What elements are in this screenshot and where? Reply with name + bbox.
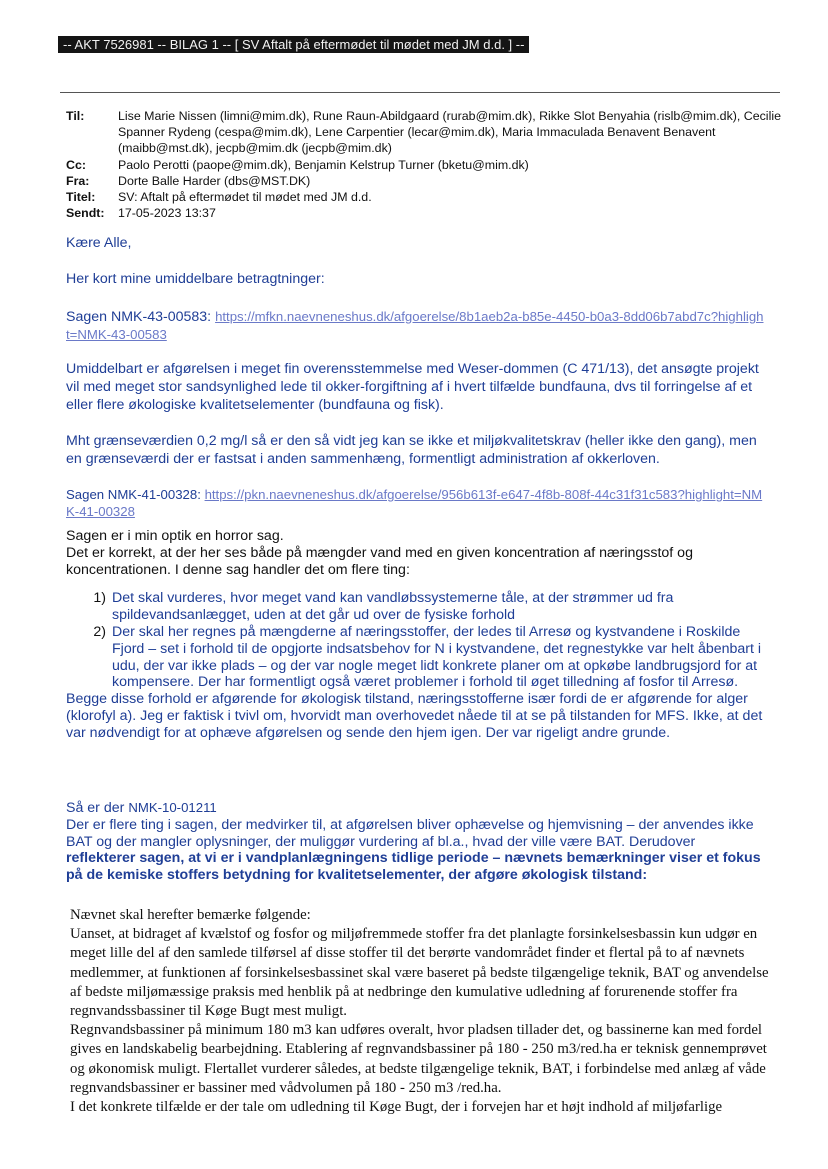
horror-section — [66, 528, 766, 742]
from-value: Dorte Balle Harder (dbs@MST.DK) — [118, 173, 311, 188]
case1-link[interactable]: https://mfkn.naevneneshus.dk/afgoerelse/8b1aeb2a-b85e-4450-b0a3-8dd06b7abd7c?highlight=NMK-43-00583 — [66, 309, 764, 342]
after-list-paragraph: Begge disse forhold er afgørende for økologisk tilstand, næringsstofferne især fordi de er afgørende for alger (klorofyl a). Jeg er faktisk i tvivl om, hvorvidt man overhovedet nåede til at se på tilstanden for MFS. Ikke, at det var nødvendigt for at ophæve afgørelsen og sende den hjem igen. Der var rigeligt andre grunde. — [66, 691, 763, 741]
to-row — [66, 108, 786, 157]
case1-label: Sagen NMK-43-00583: — [66, 309, 216, 325]
to-value: Lise Marie Nissen (limni@mim.dk), Rune Raun-Abildgaard (rurab@mim.dk), Rikke Slot Benyahia (rislb@mim.dk), Cecilie Spanner Rydeng (cespa@mim.dk), Lene Carpentier (lecar@mim.dk), Maria Immaculada Benavent Benavent (maibb@mst.dk), jecpb@mim.dk (jecpb@mim.dk) — [118, 109, 781, 156]
case3-label: Så er der — [66, 800, 129, 816]
cc-value: Paolo Perotti (paope@mim.dk), Benjamin Kelstrup Turner (bketu@mim.dk) — [118, 157, 529, 172]
case3-bold-text: reflekterer sagen, at vi er i vandplanlægningens tidlige periode – nævnets bemærkninger viser et fokus på de kemiske stoffers betydning for kvalitetselementer, der afgøre økologisk tilstand: — [66, 850, 761, 884]
case1-paragraph — [66, 308, 766, 344]
list-item — [84, 624, 766, 691]
case3-paragraph — [66, 817, 766, 884]
header-divider — [60, 92, 780, 93]
title-label: Titel: — [66, 190, 96, 205]
from-row — [66, 173, 786, 189]
quote-intro: Nævnet skal herefter bemærke følgende: — [70, 907, 311, 923]
board-quote — [70, 906, 775, 1117]
sent-label: Sendt: — [66, 206, 105, 221]
title-row — [66, 189, 786, 205]
case2-link[interactable]: https://pkn.naevneneshus.dk/afgoerelse/956b613f-e647-4f8b-808f-44c31f31c583?highlight=NMK-41-00328 — [66, 487, 763, 519]
case3-section — [66, 800, 766, 884]
sent-row — [66, 205, 786, 221]
issue-list — [84, 590, 766, 691]
horror-line-1: Sagen er i min optik en horror sag. — [66, 528, 284, 544]
document-banner: -- AKT 7526981 -- BILAG 1 -- [ SV Aftalt på eftermødet til mødet med JM d.d. ] -- — [58, 36, 529, 53]
case3-text: Der er flere ting i sagen, der medvirker til, at afgørelsen bliver ophævelse og hjemvisning – der anvendes ikke BAT og der mangler oplysninger, der muliggør vurdering af bl.a., hvad der ville være BAT. Derudover — [66, 816, 754, 850]
list-number: 1) — [93, 590, 106, 607]
cc-row — [66, 157, 786, 173]
quote-paragraph-1: Uanset, at bidraget af kvælstof og fosfor og miljøfremmede stoffer fra det planlagte forsinkelsesbassin kun udgør en meget lille del af den samlede tilførsel af disse stoffer til det berørte vandområdet finder et flertal på to af nævnets medlemmer, at funktionen af forsinkelsesbassinet skal være baseret på bedste tilgængelige teknik, BAT og anvendelse af bedste miljømæssige praksis med henblik på at nedbringe den kumulative udledning af forurenende stoffer fra regnvandssbassiner til Køge Bugt mest muligt. — [70, 926, 769, 1020]
case2-label: Sagen NMK-41-00328: — [66, 487, 205, 502]
email-body — [66, 234, 766, 520]
to-label: Til: — [66, 109, 85, 123]
list-number: 2) — [93, 623, 106, 640]
paragraph-limit: Mht grænseværdien 0,2 mg/l så er den så vidt jeg kan se ikke et miljøkvalitetskrav (heller ikke den gang), men en grænseværdi der er fastsat i anden sammenhæng, formentligt administration af okkerloven. — [66, 433, 757, 467]
intro-line: Her kort mine umiddelbare betragtninger: — [66, 271, 325, 287]
case3-heading — [66, 800, 766, 817]
greeting: Kære Alle, — [66, 235, 132, 251]
title-value: SV: Aftalt på eftermødet til mødet med JM d.d. — [118, 190, 372, 205]
from-label: Fra: — [66, 173, 90, 188]
list-text: Det skal vurderes, hvor meget vand kan vandløbssystemerne tåle, at der strømmer ud fra spildevandsanlægget, uden at det går ud over de fysiske forhold — [112, 590, 674, 624]
list-text: Der skal her regnes på mængderne af næringsstoffer, der ledes til Arresø og kystvandene i Roskilde Fjord – set i forhold til de opgjorte indsatsbehov for N i kystvandene, det regnestykke var helt åbenbart i udu, der var ikke plads – og der var nogle meget lidt konkrete planer om at opkøbe landbrugsjord for at kompensere. Der har formentligt også været problemer i forhold til øget tilledning af fosfor til Arresø. — [112, 623, 762, 691]
cc-label: Cc: — [66, 157, 86, 172]
list-item — [84, 590, 766, 624]
sent-value: 17-05-2023 13:37 — [118, 206, 216, 221]
horror-line-2: Det er korrekt, at der her ses både på mængder vand med en given koncentration af næringsstof og koncentrationen. I denne sag handler det om flere ting: — [66, 544, 693, 578]
quote-paragraph-2: Regnvandsbassiner på minimum 180 m3 kan udføres overalt, hvor pladsen tillader det, og bassinerne kan med fordel gives en landskabelig bearbejdning. Etablering af regnvandsbassiner på 180 - 250 m3/red.ha er teknisk gennemprøvet og økonomisk muligt. Flertallet vurderer således, at bedste tilgængelige teknik, BAT, i forbindelse med anlæg af våde regnvandsbassiner er bassiner med vådvolumen på 180 - 250 m3 /red.ha. — [70, 1022, 767, 1096]
case2-paragraph — [66, 486, 766, 520]
email-header — [66, 108, 786, 221]
case3-code: NMK-10-01211 — [128, 800, 217, 815]
quote-paragraph-3: I det konkrete tilfælde er der tale om udledning til Køge Bugt, der i forvejen har et højt indhold af miljøfarlige — [70, 1099, 723, 1116]
paragraph-weser: Umiddelbart er afgørelsen i meget fin overensstemmelse med Weser-dommen (C 471/13), det ansøgte projekt vil med meget stor sandsynlighed lede til okker-forgiftning af i hvert tilfælde bundfauna, dvs til forringelse af et eller flere økologiske kvalitetselementer (bundfauna og fisk). — [66, 361, 759, 413]
